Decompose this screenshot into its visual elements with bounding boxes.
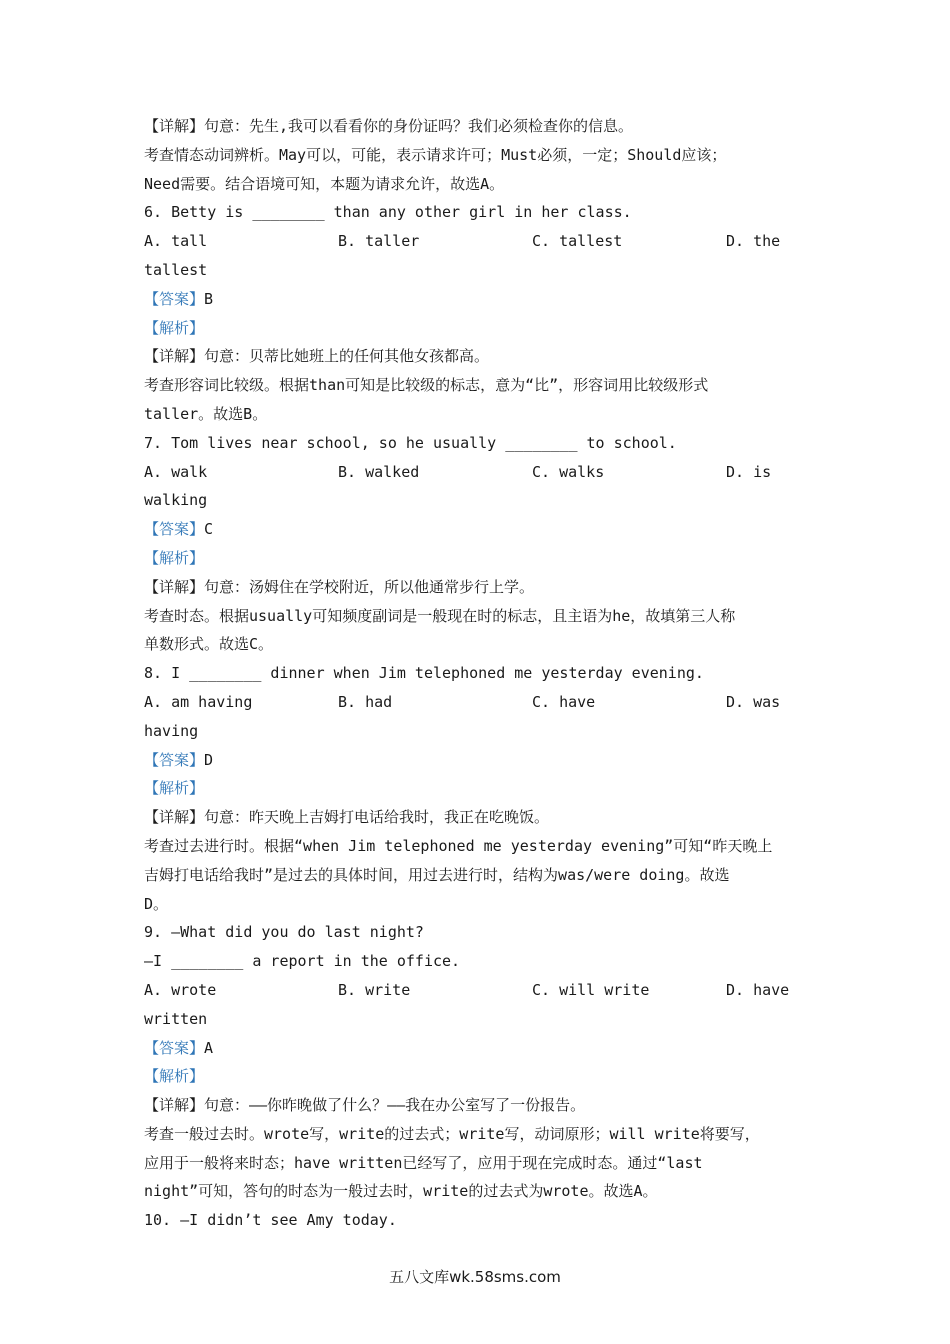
option-a: A. am having bbox=[144, 692, 253, 711]
detail-line-q5: 【详解】句意：先生,我可以看看你的身份证吗？我们必须检查你的信息。 bbox=[144, 117, 634, 135]
analysis-line-9-3: night”可知，答句的时态为一般过去时，write的过去式为wrote。故选A。 bbox=[144, 1182, 658, 1201]
option-wrap-6: tallest bbox=[144, 260, 208, 279]
analysis-line-6-1: 考查形容词比较级。根据than可知是比较级的标志，意为“比”，形容词用比较级形式 bbox=[144, 376, 709, 395]
option-wrap-7: walking bbox=[144, 491, 208, 510]
option-c: C. have bbox=[532, 692, 596, 711]
analysis-line-q5-2: Need需要。结合语境可知，本题为请求允许，故选A。 bbox=[144, 174, 505, 193]
analysis-line-q5-1: 考查情态动词辨析。May可以，可能，表示请求许可；Must必须，一定；Should应该； bbox=[144, 145, 727, 164]
analysis-line-6-2: taller。故选B。 bbox=[144, 404, 268, 423]
jiexi-tag-8: 【解析】 bbox=[144, 779, 205, 798]
options-row-6 bbox=[144, 227, 824, 256]
detail-line-8: 【详解】句意：昨天晚上吉姆打电话给我时，我正在吃晚饭。 bbox=[144, 808, 550, 827]
answer-value: A bbox=[204, 1038, 214, 1057]
question-stem-7: 7. Tom lives near school, so he usually ________ to school. bbox=[144, 433, 677, 452]
option-b: B. had bbox=[338, 692, 393, 711]
option-wrap-8: having bbox=[144, 721, 199, 740]
analysis-line-8-3: D。 bbox=[144, 894, 169, 913]
question-stem-6: 6. Betty is ________ than any other girl in her class. bbox=[144, 203, 632, 222]
options-row-9 bbox=[144, 976, 824, 1005]
answer-line-8 bbox=[144, 746, 824, 775]
question-stem-9-reply: —I ________ a report in the office. bbox=[144, 952, 461, 971]
answer-value: C bbox=[204, 520, 214, 539]
option-c: C. walks bbox=[532, 462, 605, 481]
detail-line-6: 【详解】句意：贝蒂比她班上的任何其他女孩都高。 bbox=[144, 347, 490, 366]
option-a: A. walk bbox=[144, 462, 208, 481]
answer-value: D bbox=[204, 750, 214, 769]
question-stem-9: 9. —What did you do last night? bbox=[144, 923, 424, 942]
answer-line-6 bbox=[144, 285, 824, 314]
option-b: B. walked bbox=[338, 462, 420, 481]
option-a: A. tall bbox=[144, 232, 208, 251]
jiexi-tag-7: 【解析】 bbox=[144, 548, 205, 567]
option-a: A. wrote bbox=[144, 980, 217, 999]
detail-line-9: 【详解】句意：——你昨晚做了什么？——我在办公室写了一份报告。 bbox=[144, 1096, 586, 1115]
document-page bbox=[144, 112, 824, 1235]
option-c: C. will write bbox=[532, 980, 650, 999]
options-row-7 bbox=[144, 458, 824, 487]
answer-tag: 【答案】 bbox=[144, 1038, 205, 1057]
analysis-line-7-1: 考查时态。根据usually可知频度副词是一般现在时的标志，且主语为he，故填第三人称 bbox=[144, 606, 736, 625]
options-row-8 bbox=[144, 688, 824, 717]
analysis-line-9-1: 考查一般过去时。wrote写，write的过去式；write写，动词原形；will write将要写， bbox=[144, 1124, 760, 1143]
jiexi-tag-6: 【解析】 bbox=[144, 318, 205, 337]
option-wrap-9: written bbox=[144, 1009, 208, 1028]
jiexi-tag-9: 【解析】 bbox=[144, 1067, 205, 1086]
question-stem-10: 10. —I didn’t see Amy today. bbox=[144, 1211, 397, 1230]
analysis-line-8-1: 考查过去进行时。根据“when Jim telephoned me yesterday evening”可知“昨天晚上 bbox=[144, 836, 773, 855]
analysis-line-7-2: 单数形式。故选C。 bbox=[144, 635, 274, 654]
detail-line-7: 【详解】句意：汤姆住在学校附近，所以他通常步行上学。 bbox=[144, 577, 535, 596]
answer-line-9 bbox=[144, 1034, 824, 1063]
footer-watermark: 五八文库wk.58sms.com bbox=[389, 1268, 561, 1286]
analysis-line-8-2: 吉姆打电话给我时”是过去的具体时间，用过去进行时，结构为was/were doing。故选 bbox=[144, 865, 730, 884]
option-d: D. the bbox=[726, 232, 781, 251]
answer-tag: 【答案】 bbox=[144, 750, 205, 769]
option-b: B. taller bbox=[338, 232, 420, 251]
answer-tag: 【答案】 bbox=[144, 520, 205, 539]
answer-value: B bbox=[204, 289, 214, 308]
option-d: D. was bbox=[726, 692, 781, 711]
question-stem-8: 8. I ________ dinner when Jim telephoned me yesterday evening. bbox=[144, 664, 704, 683]
option-c: C. tallest bbox=[532, 232, 623, 251]
option-d: D. have bbox=[726, 980, 790, 999]
option-d: D. is bbox=[726, 462, 772, 481]
option-b: B. write bbox=[338, 980, 411, 999]
answer-tag: 【答案】 bbox=[144, 289, 205, 308]
analysis-line-9-2: 应用于一般将来时态；have written已经写了，应用于现在完成时态。通过“last bbox=[144, 1153, 703, 1172]
answer-line-7 bbox=[144, 515, 824, 544]
